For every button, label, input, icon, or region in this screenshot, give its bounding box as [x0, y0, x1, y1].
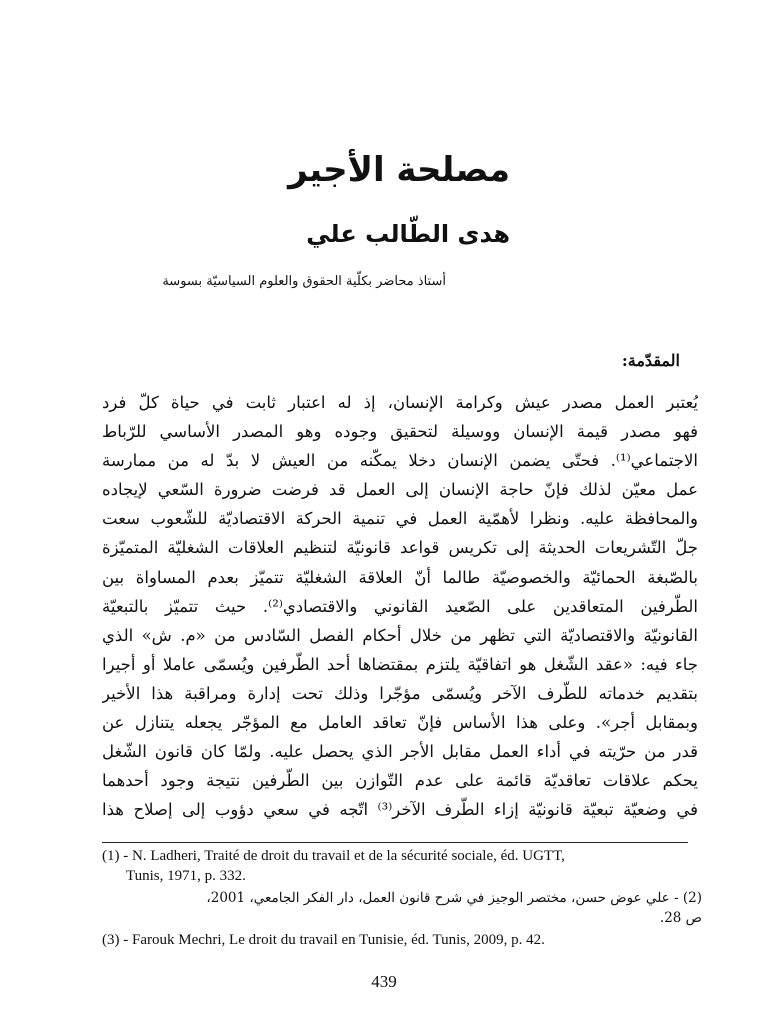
introduction-body [102, 388, 698, 824]
footnote-1-line-1: (1) - N. Ladheri, Traité de droit du travail et de la sécurité sociale, éd. UGTT, [102, 848, 565, 864]
footnote-3-line-1: (3) - Farouk Mechri, Le droit du travail en Tunisie, éd. Tunis, 2009, p. 42. [102, 932, 545, 948]
body-line: في وضعيّة تبعيّة قانونيّة إزاء الطّرف الآخر⁽³⁾ اتّجه في سعي دؤوب إلى إصلاح هذا [102, 800, 698, 820]
section-heading-introduction: المقدّمة: [621, 351, 680, 370]
author-affiliation: أستاذ محاضر بكلّية الحقوق والعلوم السياسيّة بسوسة [162, 274, 446, 289]
body-line: يُعتبر العمل مصدر عيش وكرامة الإنسان، إذ له اعتبار ثابت في حياة كلّ فرد [102, 393, 698, 412]
footnote-divider [102, 842, 688, 843]
page-number: 439 [371, 972, 397, 991]
body-line: الاجتماعي⁽¹⁾. فحتّى يضمن الإنسان دخلا يمكّنه من العيش لا بدّ له من ممارسة [102, 451, 698, 471]
article-title: مصلحة الأجير [288, 150, 510, 190]
body-line: جلّ التّشريعات الحديثة إلى تكريس قواعد قانونيّة لتنظيم العلاقات الشغليّة المتميّزة [102, 538, 698, 558]
body-line: بالصّبغة الحمائيّة والخصوصيّة طالما أنّ العلاقة الشغليّة تتميّز بعدم المساواة بين [102, 567, 698, 587]
body-line: والمحافظة عليه. ونظرا لأهمّية العمل في تنمية الحركة الاقتصاديّة للشّعوب سعت [102, 509, 698, 529]
footnote-1-line-2: Tunis, 1971, p. 332. [126, 868, 246, 884]
body-line: عمل معيّن لذلك فإنّ حاجة الإنسان إلى العمل قد فرضت ضرورة السّعي لإيجاده [102, 480, 698, 500]
footnote-3 [102, 930, 702, 950]
body-line: وبمقابل أجر». وعلى هذا الأساس فإنّ تعاقد العامل مع المؤجّر يجعله يتنازل عن [102, 713, 698, 733]
author-name: هدى الطّالب علي [306, 220, 510, 248]
footnote-2 [102, 888, 702, 928]
footnote-2-line-1: (2) - علي عوض حسن، مختصر الوجيز في شرح قانون العمل، دار الفكر الجامعي، 2001، [206, 890, 702, 906]
body-line: بتقديم خدماته للطّرف الآخر ويُسمّى مؤجّرا وذلك تحت إدارة ومراقبة هذا الأخير [102, 683, 698, 703]
body-line: فهو مصدر قيمة الإنسان ووسيلة لتحقيق وجوده وهو المصدر الأساسي للرّباط [102, 422, 698, 442]
footnote-1 [102, 846, 702, 886]
body-line: يحكم علاقات تعاقديّة قائمة على عدم التّوازن بين الطّرفين نتيجة وجود أحدهما [102, 771, 698, 791]
body-line: القانونيّة والاقتصاديّة التي تظهر من خلال أحكام الفصل السّادس من «م. ش» الذي [102, 625, 698, 645]
footnote-2-line-2: ص 28. [659, 910, 702, 926]
body-line: الطّرفين المتعاقدين على الصّعيد القانوني والاقتصادي⁽²⁾. حيث تتميّز بالتبعيّة [102, 596, 698, 616]
body-line: جاء فيه: «عقد الشّغل هو اتفاقيّة يلتزم بمقتضاها أحد الطّرفين ويُسمّى عاملا أو أجيرا [102, 654, 698, 674]
body-line: قدر من حرّيته في أداء العمل مقابل الأجر الذي يحصل عليه. ولمّا كان قانون الشّغل [102, 742, 698, 762]
footnotes [102, 846, 702, 952]
